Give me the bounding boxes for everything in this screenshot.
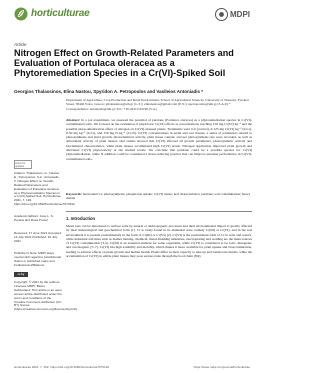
- section-divider: [66, 211, 252, 212]
- keywords: [66, 192, 252, 201]
- article-type: Article: [14, 42, 27, 47]
- article-dates: Received: 17 June 2021 Accepted: 14 July 2021 Published: 16 July 2021: [14, 231, 62, 243]
- introduction-heading: 1. Introduction: [66, 216, 96, 221]
- journal-name: horticulturae: [31, 8, 90, 19]
- keywords-label: Keywords:: [66, 192, 83, 196]
- cc-license-badge[interactable]: cc by: [14, 272, 28, 277]
- citation-block: Citation: Thalassinos, G.; Nastou, E.; Petropoulos, S.A.; Antoniadis, V. Nitrogen Effect on Growth-Related Parameters and Evaluation of Portulaca oleracea as a Phytoremediation Species in a Cr(VI)-Spiked Soil. Horticulturae 2021, 7, 192. https://doi.org/10.3390/horticulturae7070192: [14, 171, 75, 207]
- footer-citation[interactable]: Horticulturae 2021, 7, 192. https://doi.org/10.3390/horticulturae7070192: [14, 365, 110, 369]
- page-header: [14, 6, 250, 24]
- paper-title: Nitrogen Effect on Growth-Related Parameters and Evaluation of Portulaca oleracea as a Phytoremediation Species in a Cr(VI)-Spiked Soil: [14, 48, 234, 79]
- academic-editors: Academic Editors: Jose L. S. Pereira and Rosa Porcel: [14, 214, 54, 222]
- mdpi-logo-icon: [215, 8, 228, 21]
- affiliation: Department of Agriculture, Crop Production and Rural Environment, School of Agricultural Sciences, University of Thessaly, Fytokou Street, 38446 Volos, Greece; gthalassinos@uth.gr (G.T.); elinanastou@gmail.com (E.N.); spetropoulos@uth.gr (S.A.P.) * Correspondence: antoniadis@uth.gr; Tel.: +30-24210-93196 (V.A.): [66, 98, 249, 111]
- keywords-text: hexavalent Cr; photosynthesis; phosphorus uptake; Cr(VI) tissue; leaf characteristics; purslane; soil contamination; heavy metals: [66, 192, 251, 201]
- footer-journal-url[interactable]: https://www.mdpi.com/journal/horticulturae: [193, 365, 250, 369]
- author-list: Georgios Thalassinos, Elina Nastou, Spyridon A. Petropoulos and Vasileios Antoniadis *: [14, 89, 203, 94]
- publisher-name: MDPI: [230, 9, 250, 19]
- abstract-text: In a pot experiment, we assessed the potential of purslane (Portulaca oleracea) as a phytoremediation species in Cr(VI)-contaminated soils. We focused on the evaluation of phytotoxic Cr(VI) effects at concentrations reaching 150 mg Cr(VI) kg⁻¹ and the possible stress-amelioration effect of nitrogen on Cr(VI)-stressed plants. Treatments were 0-0 (control), 0-125 mg Cr(VI) kg⁻¹ (0-Cr), 0-50 mg kg⁻¹ (0-Cr), and 150 mg N kg⁻¹ (Cr-N). Cr(VI) concentrations in aerial and root tissues, a series of parameters related to photosynthesis and plant growth, photochemical activity, plant tissue content, and net photosynthesis rate were recorded, as well as antioxidant activity of plant tissues. Our results showed that Cr(VI) affected all growth parameters, photosynthetic activity and biochemical characteristics, while plant tissues accumulated high Cr(VI) levels. Nitrogen application improved plant growth and alleviated Cr(VI) phytotoxicity at the studied levels. We conclude that purslane could be a possible species for Cr(VI) phytoremediation, while N addition could be considered a stress-relieving practice that can improve purslane performance in Cr(VI)-contaminated soils.: [66, 118, 253, 161]
- publisher-note: Publisher's Note: MDPI stays neutral with regard to jurisdictional claims in published maps and institutional affiliations.: [14, 251, 61, 267]
- introduction-text: Metal ions can be introduced to surface soils by natural or anthropogenic processes and their environmental impact is greatly affected by their mineralogical and geochemical form [1]. Cr is rarely found in its elemental state, namely Cr(III) or Cr(VI), and in the soil environment it is present predominantly in the form of Cr(III) or Cr(VI) [2]. Cr(VI) is the predominant form of Cr in soils and waters, while industrial activities such as leather tanning, chemical, metal-finishing industries, electroplating and welding are the main sources of Cr(VI) contamination [3,4]. Cr(III) is an essential element for some organisms, while Cr(VI) is considered to be toxic, mutagenic and carcinogenic [5–7]. Cr(VI) has high solubility and mobility, which makes it more available for plant uptake and bioaccumulation, leading to adverse effects on plant growth and human health. Plants differ in their capacity to take up and translocate metals, while the accumulation of Cr(VI) in edible plant tissues may pose serious risks through the food chain [8,9].: [66, 224, 252, 259]
- copyright-notice: Copyright: © 2021 by the authors. Licensee MDPI, Basel, Switzerland. This article is an open access article distributed under the terms and conditions of the Creative Commons Attribution (CC BY) license (https://creativecommons.org/licenses/by/4.0/).: [14, 280, 78, 312]
- check-updates-badge[interactable]: check for updates: [14, 160, 32, 169]
- page-footer: [14, 365, 250, 369]
- publisher-logo: [215, 7, 250, 21]
- abstract: [66, 118, 252, 161]
- journal-logo-icon: [14, 7, 28, 21]
- abstract-label: Abstract:: [66, 118, 80, 122]
